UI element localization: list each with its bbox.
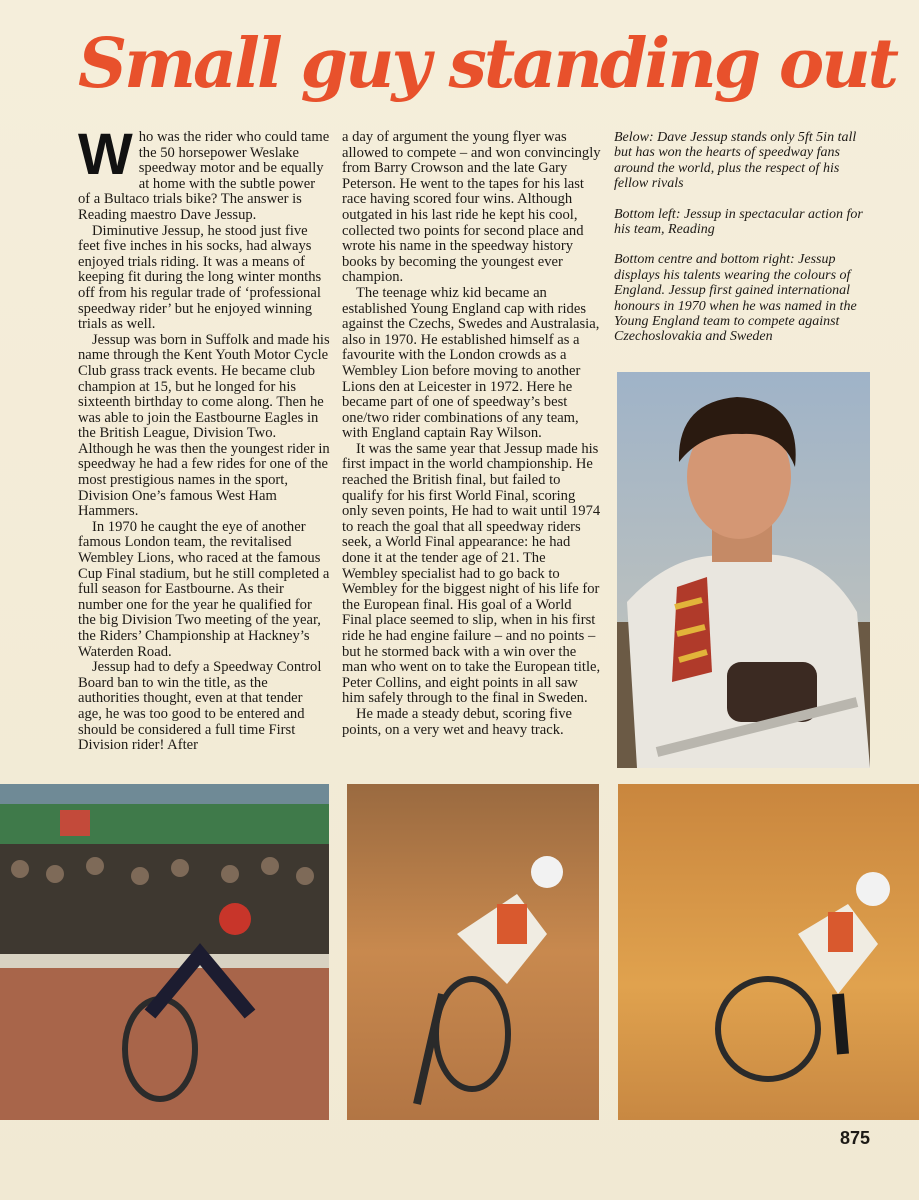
- paragraph: In 1970 he caught the eye of another famous London team, the revitalised Wembley Lions, who raced at the famous Cup Final stadium, but he still completed a full season for Eastbourne. As their number one for the year he qualified for the big Division Two meeting of the year, the Riders’ Championship at Hackney’s Waterden Road.: [78, 518, 330, 660]
- caption-bottom-centre-right: Bottom centre and bottom right: Jessup displays his talents wearing the colours of England. Jessup first gained international honours in 1970 when he was named in the Young England team to compete against Czechoslovakia and Sweden: [614, 252, 857, 345]
- paragraph: The teenage whiz kid became an established Young England cap with rides against the Czechs, Swedes and Australasia, also in 1970. He established himself as a favourite with the London crowds as a Wembley Lion before moving to another Lions den at Leicester in 1972. Here he became part of one of speedway’s best one/two rider combinations of any team, with England captain Ray Wilson.: [342, 284, 600, 442]
- paragraph: Diminutive Jessup, he stood just five feet five inches in his socks, had always enjoyed trials riding. It was a means of keeping fit during the long winter months off from his regular trade of ‘professional speedway rider’ but he enjoyed winning trials as well.: [78, 222, 322, 333]
- paragraph: Jessup had to defy a Speedway Control Board ban to win the title, as the authorities thought, even at that tender age, he was too good to be entered and should be considered a full time First Division rider! After: [78, 659, 322, 754]
- rider-portrait-photo: [617, 372, 870, 768]
- text-column-1: [78, 122, 330, 754]
- paragraph: He made a steady debut, scoring five points, on a very wet and heavy track.: [342, 705, 572, 738]
- page-number: 875: [840, 1128, 871, 1148]
- caption-below: Below: Dave Jessup stands only 5ft 5in tall but has won the hearts of speedway fans around the world, plus the respect of his fellow rivals: [614, 130, 857, 192]
- action-photo-reading: [0, 784, 329, 1120]
- paragraph: It was the same year that Jessup made his first impact in the world championship. He reached the British final, but failed to qualify for his first World Final, scoring only seven points, He had to wait until 1974 to reach the goal that all speedway riders seek, a World Final appearance: he had done it at the tender age of 21. The Wembley specialist had to go back to Wembley for the biggest night of his life for the European final. His goal of a World Final place seemed to slip, when in his first ride he had engine failure – and no points – but he stormed back with a win over the man who went on to take the European title, Peter Collins, and eight points in all saw him safely through to the final in Sweden.: [342, 440, 601, 707]
- paragraph: a day of argument the young flyer was allowed to compete – and won convincingly from Barry Crowson and the late Gary Peterson. He went to the tapes for his last race having scored four wins. Although outgated in his last ride he kept his cool, collected two points for second place and wrote his name in the speedway history books by becoming the youngest ever champion.: [342, 129, 601, 286]
- paragraph: Jessup was born in Suffolk and made his name through the Kent Youth Motor Cycle Club grass track events. He became club champion at 15, but he longed for his sixteenth birthday to come along. Then he was able to join the Eastbourne Eagles in the British League, Division Two. Although he was then the youngest rider in speedway he had a few rides for one of the most prestigious names in the sport, Division One’s famous West Ham Hammers.: [78, 331, 330, 520]
- caption-bottom-left: Bottom left: Jessup in spectacular action for his team, Reading: [614, 206, 863, 238]
- action-photo-england-right: [618, 784, 919, 1120]
- caption-column: [614, 130, 876, 360]
- action-photo-england-centre: [347, 784, 599, 1120]
- text-column-2: [342, 130, 602, 738]
- article-headline: Small guy standing out: [78, 24, 897, 104]
- drop-cap: W: [78, 122, 133, 187]
- paragraph: ho was the rider who could tame the 50 horsepower Weslake speedway motor and be equally at home with the subtle power of a Bultaco trials bike? The answer is Reading maestro Dave Jessup.: [78, 129, 330, 223]
